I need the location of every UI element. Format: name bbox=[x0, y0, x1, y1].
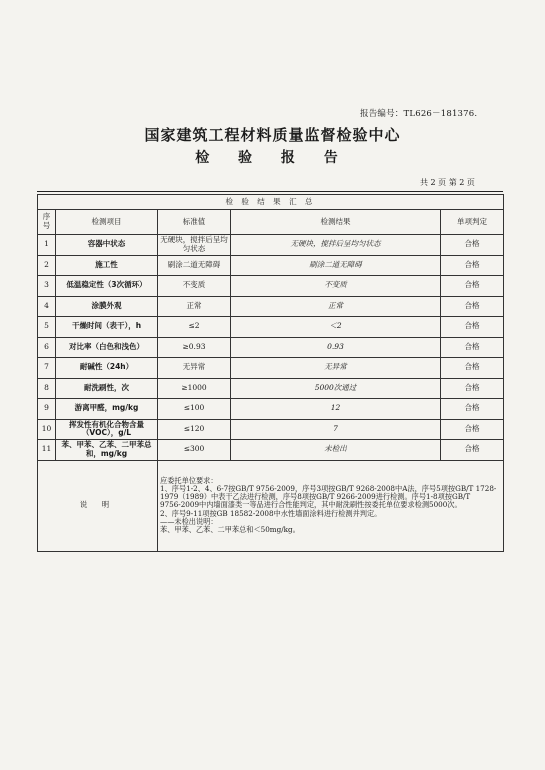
table-header-row bbox=[38, 210, 504, 235]
notes-label: 说 明 bbox=[38, 460, 158, 551]
note-line: 苯、甲苯、乙苯、二甲苯总和＜50mg/kg。 bbox=[160, 525, 300, 535]
row-seq: 1 bbox=[38, 235, 56, 256]
row-result: 0.93 bbox=[231, 337, 441, 358]
header-item: 检测项目 bbox=[56, 210, 158, 235]
table-row bbox=[38, 419, 504, 440]
row-judgement: 合格 bbox=[441, 378, 504, 399]
header-seq: 序号 bbox=[38, 210, 56, 235]
table-row bbox=[38, 255, 504, 276]
note-line: 应委托单位要求： bbox=[160, 475, 218, 485]
note-line: 1979（1989）中表干乙法进行检测，序号8项按GB/T 9266-2009进行检测。序号1-8项按GB/T bbox=[160, 492, 471, 502]
row-standard: 正常 bbox=[158, 296, 231, 317]
row-standard: ≥0.93 bbox=[158, 337, 231, 358]
row-item: 苯、甲苯、乙苯、二甲苯总和，mg/kg bbox=[56, 440, 158, 461]
row-item: 施工性 bbox=[56, 255, 158, 276]
row-seq: 4 bbox=[38, 296, 56, 317]
row-result: 7 bbox=[231, 419, 441, 440]
row-result: 无硬块，搅拌后呈均匀状态 bbox=[231, 235, 441, 256]
row-result: 未检出 bbox=[231, 440, 441, 461]
row-result: 正常 bbox=[231, 296, 441, 317]
row-standard: ≤2 bbox=[158, 317, 231, 338]
row-item: 涂膜外观 bbox=[56, 296, 158, 317]
notes-content bbox=[158, 460, 504, 551]
table-row bbox=[38, 296, 504, 317]
top-divider bbox=[37, 191, 503, 192]
row-item: 游离甲醛，mg/kg bbox=[56, 399, 158, 420]
note-line: 2、序号9-11项按GB 18582-2008中水性墙面涂料进行检测并判定。 bbox=[160, 508, 382, 518]
table-row bbox=[38, 378, 504, 399]
table-caption: 检 验 结 果 汇 总 bbox=[38, 195, 504, 210]
row-standard: 刷涂二道无障碍 bbox=[158, 255, 231, 276]
table-row bbox=[38, 337, 504, 358]
results-table bbox=[37, 194, 504, 552]
row-standard: 不变质 bbox=[158, 276, 231, 297]
row-judgement: 合格 bbox=[441, 317, 504, 338]
row-seq: 10 bbox=[38, 419, 56, 440]
row-item: 干燥时间（表干），h bbox=[56, 317, 158, 338]
row-judgement: 合格 bbox=[441, 296, 504, 317]
row-seq: 3 bbox=[38, 276, 56, 297]
table-row bbox=[38, 276, 504, 297]
row-item: 对比率（白色和浅色） bbox=[56, 337, 158, 358]
organization-title: 国家建筑工程材料质量监督检验中心 bbox=[144, 126, 401, 144]
note-line: 9756-2009中内墙面漆类一等品进行合性能判定，其中耐洗刷性按委托单位要求检测5000次。 bbox=[160, 500, 462, 510]
table-row bbox=[38, 235, 504, 256]
row-result: 无异常 bbox=[231, 358, 441, 379]
row-result: 12 bbox=[231, 399, 441, 420]
row-item: 耐洗刷性，次 bbox=[56, 378, 158, 399]
row-seq: 11 bbox=[38, 440, 56, 461]
row-seq: 7 bbox=[38, 358, 56, 379]
row-judgement: 合格 bbox=[441, 399, 504, 420]
header-standard: 标准值 bbox=[158, 210, 231, 235]
row-standard: 无异常 bbox=[158, 358, 231, 379]
row-item: 挥发性有机化合物含量（VOC），g/L bbox=[56, 419, 158, 440]
row-judgement: 合格 bbox=[441, 419, 504, 440]
row-item: 容器中状态 bbox=[56, 235, 158, 256]
row-item: 耐碱性（24h） bbox=[56, 358, 158, 379]
row-result: 5000次通过 bbox=[231, 378, 441, 399]
note-line: 1、序号1-2、4、6-7按GB/T 9756-2009，序号3项按GB/T 9268-2008中A法，序号5项按GB/T 1728- bbox=[160, 483, 497, 493]
row-seq: 8 bbox=[38, 378, 56, 399]
row-judgement: 合格 bbox=[441, 337, 504, 358]
table-row bbox=[38, 358, 504, 379]
row-seq: 5 bbox=[38, 317, 56, 338]
report-number: 报告编号：TL626－181376. bbox=[360, 109, 478, 119]
row-seq: 2 bbox=[38, 255, 56, 276]
table-row bbox=[38, 399, 504, 420]
row-result: 刷涂二道无障碍 bbox=[231, 255, 441, 276]
row-judgement: 合格 bbox=[441, 276, 504, 297]
row-judgement: 合格 bbox=[441, 440, 504, 461]
row-judgement: 合格 bbox=[441, 358, 504, 379]
row-standard: ≤100 bbox=[158, 399, 231, 420]
row-standard: ≤120 bbox=[158, 419, 231, 440]
table-row bbox=[38, 317, 504, 338]
row-judgement: 合格 bbox=[441, 235, 504, 256]
notes-row bbox=[38, 460, 504, 551]
row-standard: ≥1000 bbox=[158, 378, 231, 399]
page-count: 共 2 页 第 2 页 bbox=[420, 178, 475, 187]
header-judgement: 单项判定 bbox=[441, 210, 504, 235]
table-row bbox=[38, 440, 504, 461]
note-line: ——未检出说明： bbox=[160, 516, 218, 526]
row-item: 低温稳定性（3次循环） bbox=[56, 276, 158, 297]
row-judgement: 合格 bbox=[441, 255, 504, 276]
header-result: 检测结果 bbox=[231, 210, 441, 235]
row-standard: ≤300 bbox=[158, 440, 231, 461]
row-result: ＜2 bbox=[231, 317, 441, 338]
row-seq: 6 bbox=[38, 337, 56, 358]
row-result: 不变质 bbox=[231, 276, 441, 297]
row-standard: 无硬块，搅拌后呈均匀状态 bbox=[158, 235, 231, 256]
document-title: 检 验 报 告 bbox=[195, 150, 350, 166]
row-seq: 9 bbox=[38, 399, 56, 420]
